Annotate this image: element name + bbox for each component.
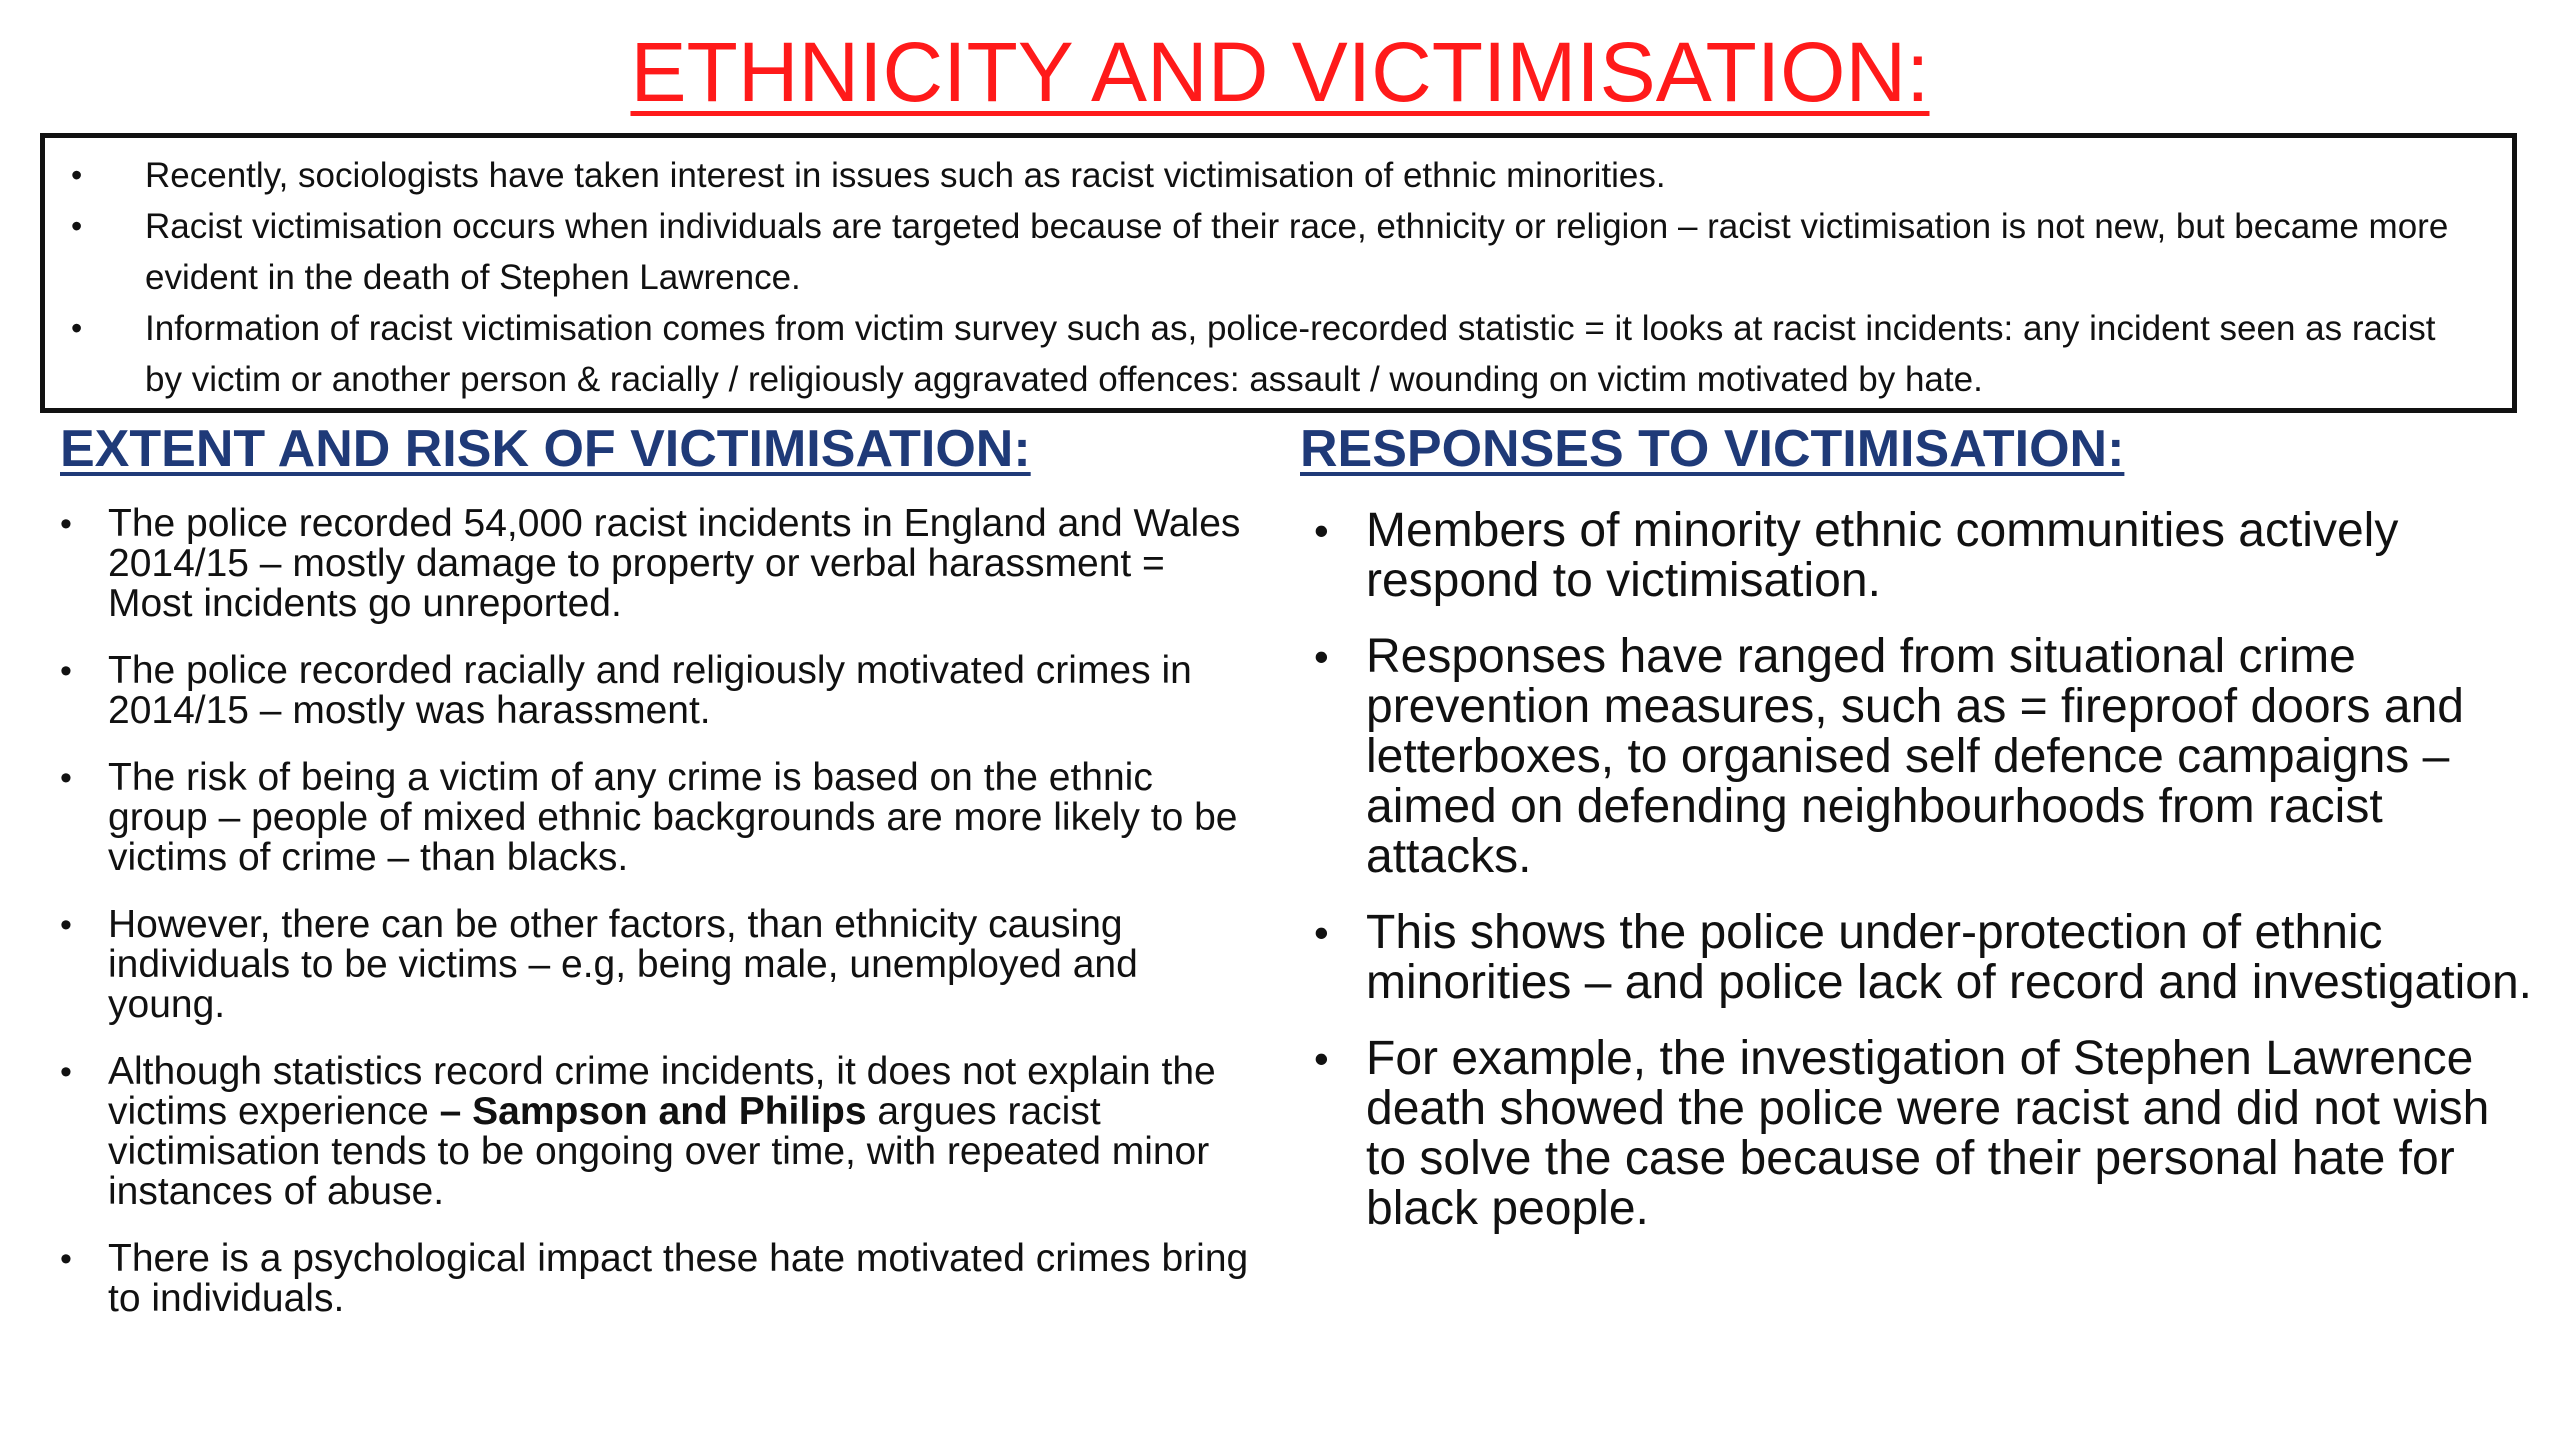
left-column-heading-text: EXTENT AND RISK OF VICTIMISATION:	[60, 420, 1031, 478]
bullet-icon: •	[60, 1053, 72, 1092]
list-item-text: Responses have ranged from situational crime prevention measures, such as = fireproof doors and letterboxes, to organised self defence campaigns – aimed on defending neighbourhoods from racist attacks.	[1366, 630, 2464, 884]
list-item-text: The police recorded racially and religiously motivated crimes in 2014/15 – mostly was harassment.	[108, 649, 1192, 733]
list-item-text-after: argues racist victimisation tends to be ongoing over time, with repeated minor instances of abuse.	[108, 1090, 1210, 1214]
bullet-icon: •	[1314, 507, 1329, 555]
right-column-heading-text: RESPONSES TO VICTIMISATION:	[1300, 420, 2125, 478]
intro-item-text: Racist victimisation occurs when individuals are targeted because of their race, ethnicity or religion – racist victimisation is not new, but became more evident in the death of Stephen Lawrence.	[145, 207, 2449, 297]
intro-item-text: Information of racist victimisation comes from victim survey such as, police-recorded statistic = it looks at racist incidents: any incident seen as racist by victim or another person & racially / religiously aggravated offences: assault / wounding on victim motivated by hate.	[145, 309, 2436, 399]
bullet-icon: •	[1314, 909, 1329, 957]
bullet-icon: •	[71, 208, 83, 244]
bullet-icon: •	[60, 505, 72, 544]
list-item	[1300, 632, 2540, 882]
slide-title	[0, 25, 2560, 119]
list-item	[1300, 908, 2540, 1008]
right-column	[1300, 418, 2540, 1260]
bullet-icon: •	[60, 906, 72, 945]
list-item	[1300, 1034, 2540, 1234]
list-item-text-before: Although statistics record crime incidents, it does not explain the victims experience	[108, 1050, 1216, 1134]
bullet-icon: •	[60, 1240, 72, 1279]
list-item-text: There is a psychological impact these hate motivated crimes bring to individuals.	[108, 1237, 1249, 1321]
bullet-icon: •	[1314, 633, 1329, 681]
intro-list	[67, 150, 2472, 405]
bullet-icon: •	[1314, 1035, 1329, 1083]
intro-item	[67, 201, 2472, 303]
intro-item	[67, 303, 2472, 405]
bullet-icon: •	[71, 157, 83, 193]
intro-item	[67, 150, 2472, 201]
list-item	[60, 905, 1250, 1025]
intro-item-text: Recently, sociologists have taken interest in issues such as racist victimisation of ethnic minorities.	[145, 156, 1666, 195]
right-column-list	[1300, 506, 2540, 1234]
intro-box	[40, 133, 2517, 413]
list-item	[60, 1239, 1250, 1319]
right-column-heading	[1300, 418, 2540, 480]
list-item-text: For example, the investigation of Stephen Lawrence death showed the police were racist and did not wish to solve the case because of their personal hate for black people.	[1366, 1032, 2490, 1236]
left-column-list	[60, 504, 1250, 1319]
slide-title-text: ETHNICITY AND VICTIMISATION:	[630, 25, 1930, 119]
left-column-heading	[60, 418, 1250, 480]
list-item	[60, 504, 1250, 624]
list-item-text: However, there can be other factors, than ethnicity causing individuals to be victims – e.g, being male, unemployed and young.	[108, 903, 1138, 1027]
citation-bold: – Sampson and Philips	[439, 1090, 867, 1134]
bullet-icon: •	[60, 759, 72, 798]
left-column	[60, 418, 1250, 1346]
list-item-text: Members of minority ethnic communities actively respond to victimisation.	[1366, 504, 2399, 608]
bullet-icon: •	[60, 652, 72, 691]
bullet-icon: •	[71, 310, 83, 346]
list-item	[1300, 506, 2540, 606]
list-item-text: The risk of being a victim of any crime is based on the ethnic group – people of mixed ethnic backgrounds are more likely to be victims of crime – than blacks.	[108, 756, 1238, 880]
list-item-text: This shows the police under-protection of ethnic minorities – and police lack of record and investigation.	[1366, 906, 2532, 1010]
list-item-text: The police recorded 54,000 racist incidents in England and Wales 2014/15 – mostly damage to property or verbal harassment = Most incidents go unreported.	[108, 502, 1241, 626]
list-item	[60, 651, 1250, 731]
list-item	[60, 758, 1250, 878]
list-item	[60, 1052, 1250, 1212]
